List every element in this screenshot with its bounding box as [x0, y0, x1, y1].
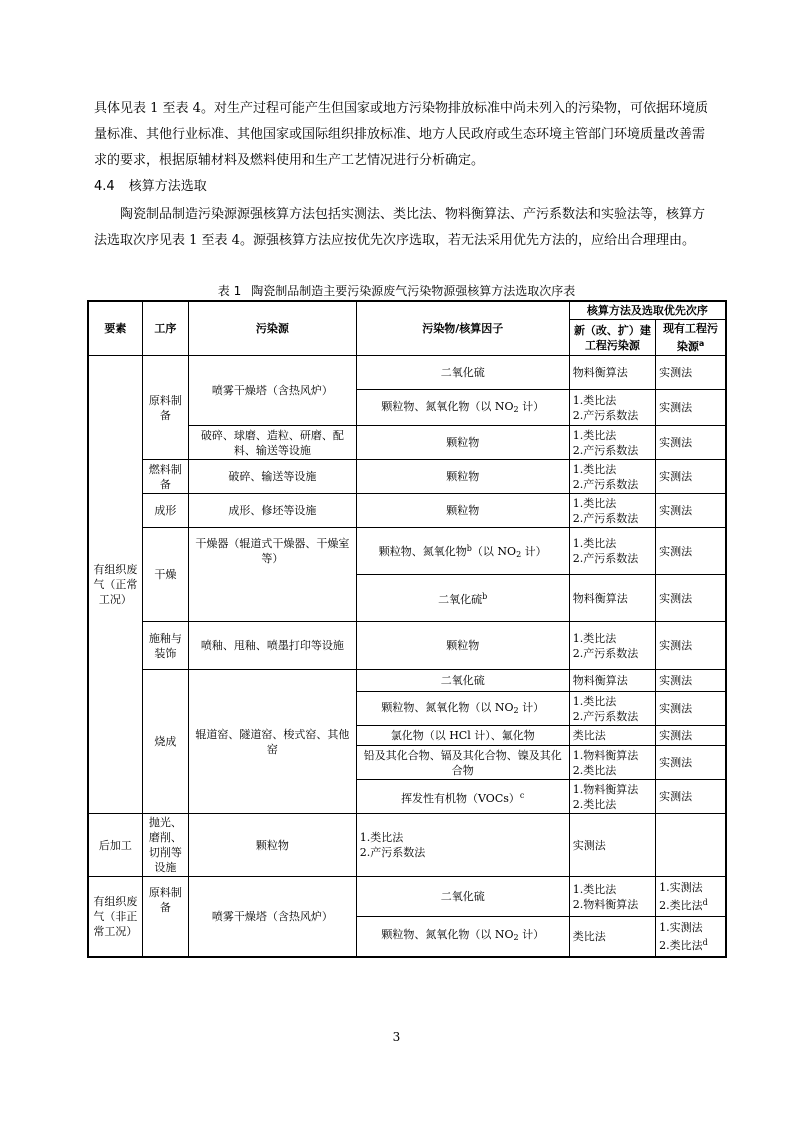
method-line: 2.产污系数法: [572, 477, 639, 491]
method-line: 2.物料衡算法: [572, 897, 639, 911]
table-row: [88, 528, 726, 575]
method-existing: 实测法: [656, 494, 726, 528]
method-line: 1.类比法: [572, 428, 617, 442]
method-line: [659, 895, 722, 913]
source-forming: 成形、修坯等设施: [188, 494, 356, 528]
factor-text: 颗粒物、氮氧化物（以 NO: [381, 700, 514, 714]
method-line: 1.物料衡算法: [572, 782, 639, 796]
header-existing-source: [656, 320, 726, 356]
factor-pm: 颗粒物: [356, 426, 569, 460]
method-line: 2.产污系数法: [572, 552, 639, 565]
footnote-d-mark: d: [702, 937, 708, 947]
method-existing: 实测法: [656, 622, 726, 670]
process-firing: 烧成: [142, 670, 188, 814]
method-new: 类比法: [569, 917, 655, 957]
footnote-c-mark: c: [519, 790, 525, 800]
source-glaze: 喷釉、甩釉、喷墨打印等设施: [188, 622, 356, 670]
method-existing: 实测法: [656, 426, 726, 460]
section-title: 核算方法选取: [128, 179, 207, 194]
method-existing: 实测法: [569, 814, 655, 877]
method-line: 1.类比法: [572, 537, 617, 550]
method-new: [569, 426, 655, 460]
method-line: [659, 935, 722, 953]
method-new: [569, 528, 655, 575]
method-existing: 实测法: [656, 726, 726, 746]
process-raw: 原料制备: [142, 356, 188, 460]
method-existing: 实测法: [656, 356, 726, 390]
factor-text: 计）: [518, 700, 545, 714]
header-priority: 核算方法及选取优先次序: [569, 301, 726, 320]
page-number: 3: [392, 1030, 401, 1044]
element-normal: 有组织废气（正常工况）: [88, 356, 142, 814]
header-factor: 污染物/核算因子: [356, 301, 569, 356]
header-new-source: 新（改、扩）建工程污染源: [569, 320, 655, 356]
method-line: 1.类比法: [572, 631, 617, 645]
method-new: [569, 494, 655, 528]
table-caption-title: 陶瓷制品制造主要污染源废气污染物源强核算方法选取次序表: [251, 284, 576, 298]
factor-so2-b: [356, 575, 569, 622]
table-caption-number: 表 1: [217, 284, 242, 298]
method-existing: 实测法: [656, 780, 726, 814]
table-row: [88, 877, 726, 917]
method-existing: 实测法: [656, 390, 726, 426]
method-line: 1.类比法: [572, 496, 617, 510]
factor-so2: 二氧化硫: [356, 356, 569, 390]
method-line: 1.实测法: [659, 920, 703, 934]
method-line: 2.产污系数法: [572, 646, 639, 660]
factor-text: （以 NO: [471, 544, 517, 558]
method-existing: 实测法: [656, 670, 726, 692]
method-line: 1.类比法: [572, 694, 617, 708]
method-existing: 实测法: [656, 528, 726, 575]
source-spray-abnormal: 喷雾干燥塔（含热风炉）: [188, 877, 356, 957]
table-row: [88, 494, 726, 528]
method-line: 2.产污系数法: [359, 846, 426, 859]
process-raw-abnormal: 原料制备: [142, 877, 188, 957]
method-existing: [656, 877, 726, 917]
method-text: 2.类比法: [659, 899, 703, 912]
source-fuel-crush: 破碎、输送等设施: [188, 460, 356, 494]
method-new: [569, 780, 655, 814]
method-new: [569, 460, 655, 494]
factor-pm-nox: [356, 692, 569, 726]
factor-pm: 颗粒物: [356, 494, 569, 528]
method-existing: 实测法: [656, 460, 726, 494]
section-number: 4.4: [94, 179, 115, 194]
method-existing: 实测法: [656, 692, 726, 726]
factor-text: 计）: [521, 544, 547, 558]
factor-metals: 铅及其化合物、镉及其化合物、镍及其化合物: [356, 746, 569, 780]
method-new: [569, 622, 655, 670]
header-process: 工序: [142, 301, 188, 356]
method-line: 2.产污系数法: [572, 511, 639, 525]
method-new: [569, 877, 655, 917]
factor-pm: 颗粒物: [356, 622, 569, 670]
table-row: [88, 622, 726, 670]
table-row: [88, 460, 726, 494]
process-fuel: 燃料制备: [142, 460, 188, 494]
method-line: 1.实测法: [659, 881, 703, 894]
process-glazing: 施釉与装饰: [142, 622, 188, 670]
factor-pm-nox-b: [356, 528, 569, 575]
footnote-a-mark: a: [698, 339, 705, 348]
factor-text: 二氧化硫: [438, 593, 483, 606]
subscript: 2: [513, 404, 519, 414]
method-new: [569, 390, 655, 426]
method-existing: [656, 917, 726, 957]
factor-vocs: [356, 780, 569, 814]
factor-text: 计）: [518, 399, 545, 413]
header-element: 要素: [88, 301, 142, 356]
process-post: 后加工: [88, 814, 142, 877]
body-paragraph-2: 陶瓷制品制造污染源源强核算方法包括实测法、类比法、物料衡算法、产污系数法和实验法等，核算方法选取次序见表 1 至表 4。源强核算方法应按优先次序选取，若无法采用优先方法的，应给出合理理由。: [94, 207, 706, 248]
factor-pm: 颗粒物: [188, 814, 356, 877]
process-forming: 成形: [142, 494, 188, 528]
method-new: [569, 746, 655, 780]
table-header-row: [88, 301, 726, 320]
method-text: 2.类比法: [659, 938, 703, 952]
factor-text: 挥发性有机物（VOCs）: [401, 791, 520, 805]
source-crush: 破碎、球磨、造粒、研磨、配料、输送等设施: [188, 426, 356, 460]
method-line: 2.产污系数法: [572, 443, 639, 457]
element-abnormal: 有组织废气（非正常工况）: [88, 877, 142, 957]
method-new: 类比法: [569, 726, 655, 746]
factor-text: 计）: [518, 928, 545, 942]
method-selection-table: [87, 300, 727, 958]
method-new: [356, 814, 569, 877]
factor-text: 颗粒物、氮氧化物: [378, 544, 467, 558]
method-existing: 实测法: [656, 575, 726, 622]
method-new: 物料衡算法: [569, 670, 655, 692]
subscript: 2: [516, 549, 522, 559]
section-heading: [94, 174, 207, 200]
method-new: 物料衡算法: [569, 575, 655, 622]
footnote-b-mark: b: [466, 543, 472, 553]
method-line: 2.类比法: [572, 797, 617, 811]
method-new: 物料衡算法: [569, 356, 655, 390]
table-row: [88, 670, 726, 692]
source-kiln: 辊道窑、隧道窑、梭式窑、其他窑: [188, 670, 356, 814]
method-line: 2.产污系数法: [572, 709, 639, 723]
factor-text: 颗粒物、氮氧化物（以 NO: [381, 399, 514, 413]
method-existing: 实测法: [656, 746, 726, 780]
header-existing-label: 现有工程污染源: [663, 322, 719, 353]
factor-pm: 颗粒物: [356, 460, 569, 494]
factor-hcl: 氯化物（以 HCl 计）、氟化物: [356, 726, 569, 746]
method-line: 1.类比法: [359, 831, 404, 844]
method-line: 1.类比法: [572, 393, 617, 407]
subscript: 2: [513, 705, 519, 715]
factor-so2: 二氧化硫: [356, 670, 569, 692]
table-row: [88, 356, 726, 390]
method-line: 1.类比法: [572, 462, 617, 476]
factor-pm-nox: [356, 390, 569, 426]
factor-pm-nox: [356, 917, 569, 957]
source-spray: 喷雾干燥塔（含热风炉）: [188, 356, 356, 426]
source-polish: 抛光、磨削、切削等设施: [142, 814, 188, 877]
table-row: [88, 814, 726, 877]
footnote-b-mark: b: [482, 592, 488, 601]
method-new: [569, 692, 655, 726]
method-line: 1.物料衡算法: [572, 748, 639, 762]
source-dryer: 干燥器（辊道式干燥器、干燥室等）: [188, 528, 356, 622]
factor-so2: 二氧化硫: [356, 877, 569, 917]
header-source: 污染源: [188, 301, 356, 356]
process-drying: 干燥: [142, 528, 188, 622]
factor-text: 颗粒物、氮氧化物（以 NO: [381, 928, 514, 942]
method-line: 2.产污系数法: [572, 408, 639, 422]
method-line: 2.类比法: [572, 763, 617, 777]
table-caption: [0, 282, 793, 299]
method-line: 1.类比法: [572, 882, 617, 896]
footnote-d-mark: d: [702, 898, 708, 907]
subscript: 2: [513, 933, 519, 943]
body-paragraph-1: 具体见表 1 至表 4。对生产过程可能产生但国家或地方污染物排放标准中尚未列入的污染物，可依据环境质量标准、其他行业标准、其他国家或国际组织排放标准、地方人民政府或生态环境主管部门环境质量改善需求的要求，根据原辅材料及燃料使用和生产工艺情况进行分析确定。: [94, 101, 708, 168]
